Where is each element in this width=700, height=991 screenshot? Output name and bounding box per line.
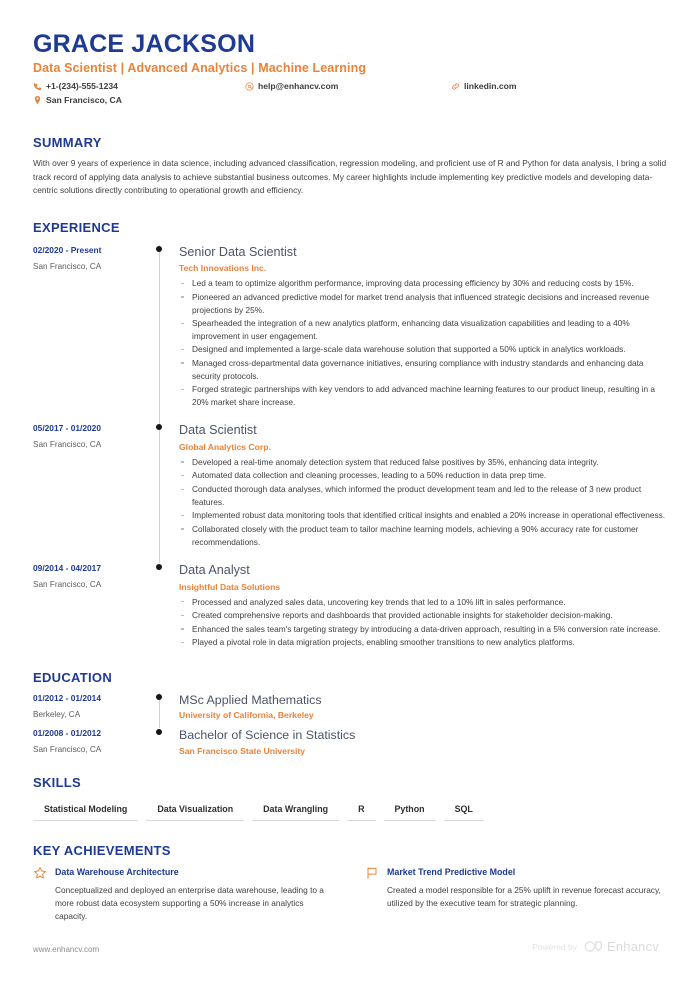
skill-chip: Statistical Modeling xyxy=(33,801,138,821)
experience-bullet: Managed cross-departmental data governance initiatives, ensuring compliance with industry standards and enhancing data security protocols. xyxy=(179,357,667,382)
experience-entry-date: 09/2014 - 04/2017 xyxy=(33,563,101,574)
timeline-dot xyxy=(156,246,162,252)
contact-linkedin[interactable] xyxy=(451,81,517,91)
experience-entry-role: Senior Data Scientist xyxy=(179,244,297,259)
experience-bullet: Created comprehensive reports and dashboards that provided actionable insights for stakeholder decision-making. xyxy=(179,609,667,622)
experience-entry-meta xyxy=(33,423,146,553)
skills-section-title: SKILLS xyxy=(33,774,82,790)
education-section xyxy=(33,670,667,756)
skill-chip: Data Wrangling xyxy=(252,801,339,821)
resume-header xyxy=(33,30,667,113)
experience-entry-body xyxy=(179,245,667,414)
experience-bullet: Pioneered an advanced predictive model for market trend analysis that influenced strategic decisions and increased revenue projections by 25%. xyxy=(179,291,667,316)
experience-bullet: Processed and analyzed sales data, uncovering key trends that led to a 10% lift in sales performance. xyxy=(179,596,667,609)
timeline-dot xyxy=(156,694,162,700)
contact-linkedin-text: linkedin.com xyxy=(464,81,517,91)
education-entry-meta xyxy=(33,693,146,720)
experience-list xyxy=(33,235,667,654)
experience-bullet: Implemented robust data monitoring tools that identified critical insights and enabled a 20% increase in operational effectiveness. xyxy=(179,509,667,522)
summary-section xyxy=(33,135,667,198)
achievement-item xyxy=(365,867,668,924)
experience-bullet: Automated data collection and cleaning processes, leading to a 50% reduction in data prep time. xyxy=(179,469,667,482)
page-footer xyxy=(33,939,667,965)
timeline-line xyxy=(159,423,160,563)
timeline-dot xyxy=(156,729,162,735)
experience-bullet: Conducted thorough data analyses, which informed the product development team and led to the release of 3 new product features. xyxy=(179,483,667,508)
footer-url[interactable]: www.enhancv.com xyxy=(33,945,100,954)
experience-bullet: Enhanced the sales team's targeting strategy by introducing a data-driven approach, resulting in a 5% conversion rate increase. xyxy=(179,623,667,636)
education-entry-location: San Francisco, CA xyxy=(33,745,102,755)
experience-entry-organization: Insightful Data Solutions xyxy=(179,581,281,592)
experience-entry-meta xyxy=(33,563,146,654)
achievement-header xyxy=(365,867,668,880)
experience-bullet: Led a team to optimize algorithm performance, improving data processing efficiency by 30% and reducing costs by 15%. xyxy=(179,277,667,290)
timeline-rail xyxy=(146,423,179,553)
powered-by-label: Powered by xyxy=(532,941,577,952)
timeline-rail xyxy=(146,728,179,755)
skills-list xyxy=(33,801,667,821)
education-entry-body xyxy=(179,728,667,755)
education-entry-degree: MSc Applied Mathematics xyxy=(179,693,322,708)
contact-location xyxy=(33,95,122,105)
experience-bullet: Spearheaded the integration of a new analytics platform, enhancing data visualization capabilities and leading to a 40% improvement in user engagement. xyxy=(179,317,667,342)
contact-email[interactable] xyxy=(245,81,338,91)
contact-email-text: help@enhancv.com xyxy=(258,81,339,91)
location-pin-icon xyxy=(33,95,42,105)
skills-section xyxy=(33,775,667,821)
education-entry-date: 01/2008 - 01/2012 xyxy=(33,728,101,739)
achievements-section-title: KEY ACHIEVEMENTS xyxy=(33,842,171,858)
experience-bullet: Designed and implemented a large-scale data warehouse solution that supported a 50% uptick in analytics workloads. xyxy=(179,343,667,356)
enhancv-mark-icon xyxy=(584,939,603,954)
experience-entry-date: 05/2017 - 01/2020 xyxy=(33,423,101,434)
achievement-title: Market Trend Predictive Model xyxy=(387,866,516,877)
experience-entry-body xyxy=(179,423,667,553)
enhancv-brand-name: Enhancv xyxy=(607,939,659,954)
experience-entry xyxy=(33,413,667,553)
skill-chip: SQL xyxy=(444,801,484,821)
timeline-rail xyxy=(146,563,179,654)
experience-bullet: Developed a real-time anomaly detection system that reduced false positives by 35%, enhancing data integrity. xyxy=(179,456,667,469)
experience-entry-body xyxy=(179,563,667,654)
contact-phone[interactable] xyxy=(33,81,118,91)
enhancv-logo xyxy=(584,939,659,954)
achievement-header xyxy=(33,867,336,880)
timeline-rail xyxy=(146,693,179,720)
experience-entry-role: Data Scientist xyxy=(179,423,257,438)
experience-bullet: Played a pivotal role in data migration projects, enabling smoother transitions to new analytics platforms. xyxy=(179,636,667,649)
experience-entry xyxy=(33,235,667,414)
education-entry-date: 01/2012 - 01/2014 xyxy=(33,693,101,704)
summary-text: With over 9 years of experience in data science, including advanced classification, regression modeling, and proficient use of R and Python for data analysis, I bring a solid track record of applying data analysis to achieve substantial business outcomes. My career highlights include implementing key predictive models and developing data-centric solutions directly contributing to operational growth and efficiency. xyxy=(33,158,667,196)
education-entry-degree: Bachelor of Science in Statistics xyxy=(179,728,356,743)
candidate-name: GRACE JACKSON xyxy=(33,30,256,58)
link-icon xyxy=(451,81,460,91)
education-entry-location: Berkeley, CA xyxy=(33,710,81,720)
experience-entry-meta xyxy=(33,245,146,414)
education-entry xyxy=(33,685,667,720)
experience-entry-location: San Francisco, CA xyxy=(33,261,102,271)
experience-entry-location: San Francisco, CA xyxy=(33,440,102,450)
timeline-dot xyxy=(156,564,162,570)
skill-chip: Python xyxy=(384,801,436,821)
education-entry xyxy=(33,720,667,755)
education-entry-institution: University of California, Berkeley xyxy=(179,710,314,721)
experience-entry-bullets xyxy=(179,456,667,548)
timeline-line xyxy=(159,245,160,424)
experience-entry-role: Data Analyst xyxy=(179,563,250,578)
achievement-description: Created a model responsible for a 25% uplift in revenue forecast accuracy, utilized by the executive team for strategic planning. xyxy=(387,884,661,908)
summary-section-title: SUMMARY xyxy=(33,135,102,150)
education-entry-body xyxy=(179,693,667,720)
achievements-grid xyxy=(33,867,667,924)
experience-entry xyxy=(33,553,667,654)
phone-icon xyxy=(33,81,42,91)
experience-entry-organization: Global Analytics Corp. xyxy=(179,441,271,452)
achievement-description: Conceptualized and deployed an enterprise data warehouse, leading to a more robust data ecosystem supporting a 50% increase in analytics capacity. xyxy=(55,884,324,922)
experience-entry-organization: Tech Innovations Inc. xyxy=(179,263,267,274)
experience-entry-location: San Francisco, CA xyxy=(33,580,102,590)
timeline-rail xyxy=(146,245,179,414)
contact-row xyxy=(33,81,667,113)
email-at-icon xyxy=(245,81,254,91)
flag-icon xyxy=(365,866,379,880)
contact-location-text: San Francisco, CA xyxy=(46,95,122,105)
star-icon xyxy=(33,866,47,880)
education-entry-meta xyxy=(33,728,146,755)
candidate-headline: Data Scientist | Advanced Analytics | Machine Learning xyxy=(33,61,367,75)
achievement-title: Data Warehouse Architecture xyxy=(55,866,179,877)
skill-chip: R xyxy=(347,801,375,821)
experience-entry-bullets xyxy=(179,596,667,649)
experience-entry-bullets xyxy=(179,277,667,408)
experience-bullet: Forged strategic partnerships with key vendors to add advanced machine learning features to our product lineup, resulting in a 20% market share increase. xyxy=(179,383,667,408)
experience-section xyxy=(33,220,667,654)
experience-entry-date: 02/2020 - Present xyxy=(33,244,102,255)
achievements-section xyxy=(33,843,667,924)
experience-section-title: EXPERIENCE xyxy=(33,219,120,235)
experience-bullet: Collaborated closely with the product team to tailor machine learning models, achieving a 90% accuracy rate for customer recommendations. xyxy=(179,523,667,548)
education-list xyxy=(33,685,667,756)
education-entry-institution: San Francisco State University xyxy=(179,745,306,756)
achievement-item xyxy=(33,867,336,924)
contact-phone-text: +1-(234)-555-1234 xyxy=(46,81,118,91)
skill-chip: Data Visualization xyxy=(146,801,244,821)
education-section-title: EDUCATION xyxy=(33,670,113,686)
enhancv-watermark xyxy=(532,939,659,954)
timeline-dot xyxy=(156,424,162,430)
